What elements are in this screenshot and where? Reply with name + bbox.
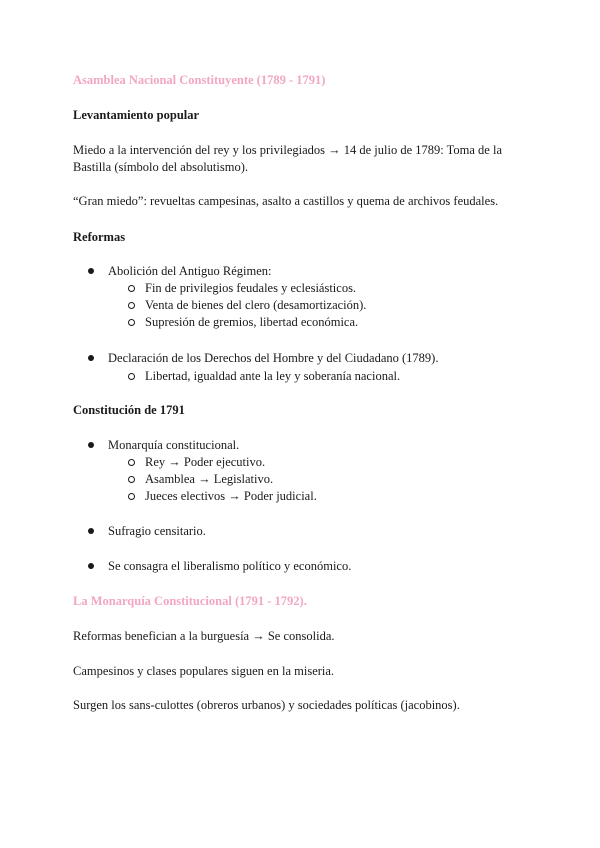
section-title-monarquia: La Monarquía Constitucional (1791 - 1792). (73, 594, 307, 608)
sub-list-item-text: Asamblea → Legislativo. (145, 472, 274, 486)
hollow-bullet-icon (128, 319, 135, 326)
paragraph: Campesinos y clases populares siguen en la miseria. (73, 664, 335, 678)
paragraph-gran-miedo: “Gran miedo”: revueltas campesinas, asalto a castillos y quema de archivos feudales. (73, 194, 499, 208)
list-item-text: Abolición del Antiguo Régimen: (108, 264, 272, 278)
sub-list-item-text: Fin de privilegios feudales y eclesiásticos. (145, 281, 357, 295)
list-item-text: Declaración de los Derechos del Hombre y del Ciudadano (1789). (108, 351, 439, 365)
bullet-icon (88, 528, 94, 534)
hollow-bullet-icon (128, 459, 135, 466)
bullet-icon (88, 563, 94, 569)
list-item-text: Monarquía constitucional. (108, 438, 240, 452)
hollow-bullet-icon (128, 302, 135, 309)
sub-list-item-text: Rey → Poder ejecutivo. (145, 455, 266, 469)
bullet-icon (88, 355, 94, 361)
paragraph: Surgen los sans-culottes (obreros urbanos) y sociedades políticas (jacobinos). (73, 698, 460, 712)
hollow-bullet-icon (128, 285, 135, 292)
bullet-icon (88, 268, 94, 274)
sub-list-item-text: Jueces electivos → Poder judicial. (145, 489, 317, 503)
paragraph-line: Bastilla (símbolo del absolutismo). (73, 160, 248, 174)
list-item-text: Se consagra el liberalismo político y económico. (108, 559, 352, 573)
sub-list-item-text: Venta de bienes del clero (desamortización). (145, 298, 367, 312)
bullet-icon (88, 442, 94, 448)
subheading-levantamiento: Levantamiento popular (73, 108, 200, 122)
hollow-bullet-icon (128, 476, 135, 483)
list-item-text: Sufragio censitario. (108, 524, 206, 538)
paragraph-line: Miedo a la intervención del rey y los privilegiados → 14 de julio de 1789: Toma de la (73, 143, 503, 157)
sub-list-item-text: Libertad, igualdad ante la ley y soberanía nacional. (145, 369, 401, 383)
subheading-constitucion: Constitución de 1791 (73, 403, 185, 417)
hollow-bullet-icon (128, 373, 135, 380)
sub-list-item-text: Supresión de gremios, libertad económica. (145, 315, 359, 329)
hollow-bullet-icon (128, 493, 135, 500)
paragraph: Reformas benefician a la burguesía → Se consolida. (73, 629, 335, 643)
section-title-asamblea: Asamblea Nacional Constituyente (1789 - 1791) (73, 73, 326, 87)
subheading-reformas: Reformas (73, 230, 126, 244)
